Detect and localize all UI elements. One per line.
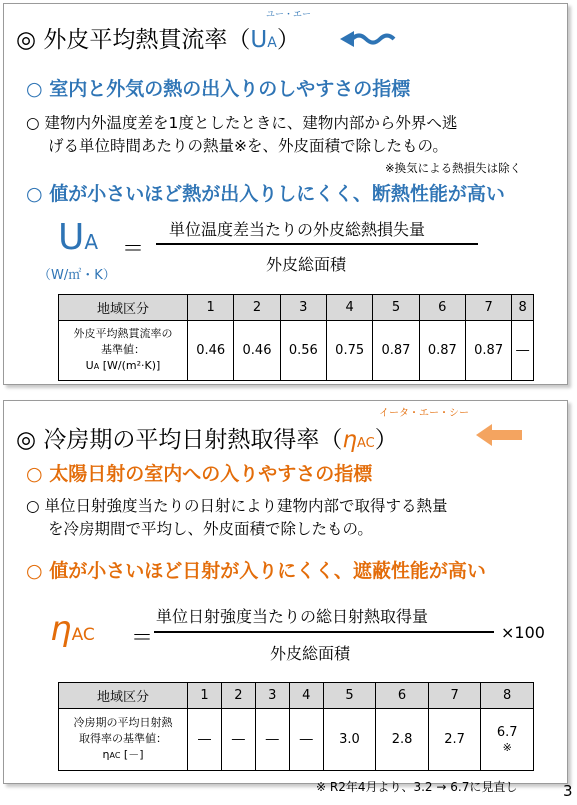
ua-row-label-2: 基準値：	[101, 343, 145, 356]
eta-standard-table	[58, 682, 534, 771]
wave-arrow-icon	[338, 28, 400, 50]
eta-value-4: ―	[289, 709, 323, 771]
ua-value-5: 0.87	[373, 321, 419, 381]
ua-value-6: 0.87	[419, 321, 465, 381]
eta-bullet-index: ○ 太陽日射の室内への入りやすさの指標	[26, 463, 373, 485]
region-header: 地域区分	[59, 295, 188, 321]
region-8: 8	[512, 295, 534, 321]
ua-formula-unit: （W/㎡・K）	[38, 268, 116, 283]
eta-bullet-performance: ○ 値が小さいほど日射が入りにくく、遮蔽性能が高い	[26, 560, 486, 582]
eta-formula-equals: ＝	[131, 626, 154, 651]
eta-value-8-mark: ※	[502, 740, 512, 754]
eta-formula-ac: AC	[71, 625, 95, 645]
table-header-row	[59, 295, 534, 321]
ua-note: ※換気による熱損失は除く	[385, 161, 522, 175]
eta-formula-eta: η	[50, 609, 72, 649]
eta-fraction-line	[154, 631, 494, 633]
eta-value-5: 3.0	[323, 709, 376, 771]
eta-title-symbol: η	[342, 427, 357, 453]
ua-formula-equals: ＝	[122, 237, 145, 262]
eta-denominator: 外皮総面積	[270, 644, 351, 663]
eta-panel	[3, 400, 568, 794]
ua-title-close: ）	[276, 27, 300, 53]
ua-title	[16, 21, 300, 54]
ua-ruby: ユー・エー	[266, 10, 312, 20]
eta-title-close: ）	[374, 427, 398, 453]
eta-title	[16, 421, 398, 454]
ua-row-label	[59, 321, 188, 381]
ua-description-2: げる単位時間あたりの熱量※を、外皮面積で除したもの。	[48, 137, 448, 155]
region-1: 1	[188, 295, 234, 321]
eta-value-3: ―	[255, 709, 289, 771]
ua-standard-table	[58, 294, 534, 381]
ua-value-7: 0.87	[465, 321, 511, 381]
eta-description-2: を冷房期間で平均し、外皮面積で除したもの。	[48, 520, 373, 538]
ua-description-1: ○ 建物内外温度差を1度としたときに、建物内部から外界へ逃	[26, 114, 458, 132]
ua-row-label-3: U	[85, 359, 94, 372]
region-5: 5	[323, 683, 376, 709]
ua-row-label-3-sub: A	[93, 362, 100, 371]
table-row	[59, 321, 534, 381]
ua-title-text: ◎ 外皮平均熱貫流率（	[16, 27, 251, 53]
ua-value-1: 0.46	[188, 321, 234, 381]
ua-denominator: 外皮総面積	[266, 255, 347, 274]
eta-value-8	[481, 709, 534, 771]
eta-title-text: ◎ 冷房期の平均日射熱取得率（	[16, 427, 343, 453]
region-2: 2	[221, 683, 255, 709]
ua-formula-symbol	[58, 217, 98, 258]
ua-value-2: 0.46	[234, 321, 280, 381]
eta-title-symbol-sub: AC	[356, 436, 375, 451]
eta-value-1: ―	[188, 709, 222, 771]
ua-bullet-performance: ○ 値が小さいほど熱が出入りしにくく、断熱性能が高い	[26, 183, 505, 205]
region-1: 1	[188, 683, 222, 709]
eta-row-label-3-sub: AC	[109, 751, 121, 760]
region-3: 3	[280, 295, 326, 321]
ua-title-symbol: U	[250, 27, 268, 53]
region-4: 4	[289, 683, 323, 709]
region-6: 6	[419, 295, 465, 321]
eta-formula-symbol	[50, 609, 95, 649]
ua-value-4: 0.75	[326, 321, 372, 381]
eta-ruby: イータ・エー・シー	[379, 408, 469, 419]
eta-footnote: ※ R2年4月より、3.2 → 6.7に見直し	[316, 780, 518, 794]
eta-value-6: 2.8	[376, 709, 429, 771]
region-6: 6	[376, 683, 429, 709]
region-7: 7	[465, 295, 511, 321]
eta-row-label	[59, 709, 188, 771]
ua-row-label-3-unit: [W/(m²·K)]	[99, 359, 161, 372]
ua-bullet-index: ○ 室内と外気の熱の出入りのしやすさの指標	[26, 78, 411, 100]
left-arrow-icon	[474, 423, 524, 447]
eta-numerator: 単位日射強度当たりの総日射熱取得量	[156, 607, 429, 626]
ua-formula-U: U	[58, 217, 85, 258]
ua-value-8: ―	[512, 321, 534, 381]
table-row	[59, 709, 534, 771]
eta-value-8-number: 6.7	[496, 724, 518, 740]
region-4: 4	[326, 295, 372, 321]
eta-value-2: ―	[221, 709, 255, 771]
eta-multiplier: ×100	[501, 623, 545, 642]
page-number: 3	[563, 782, 573, 800]
eta-row-label-3: η	[102, 748, 110, 761]
ua-row-label-1: 外皮平均熱貫流率の	[73, 327, 173, 340]
region-2: 2	[234, 295, 280, 321]
ua-panel	[3, 3, 568, 385]
region-7: 7	[428, 683, 481, 709]
region-header: 地域区分	[59, 683, 188, 709]
ua-formula-A: A	[84, 230, 99, 254]
ua-value-3: 0.56	[280, 321, 326, 381]
ua-title-symbol-sub: A	[267, 35, 277, 51]
eta-description-1: ○ 単位日射強度当たりの日射により建物内部で取得する熱量	[26, 497, 448, 515]
region-5: 5	[373, 295, 419, 321]
eta-row-label-1: 冷房期の平均日射熱	[73, 716, 173, 729]
eta-value-7: 2.7	[428, 709, 481, 771]
eta-row-label-2: 取得率の基準値：	[79, 732, 167, 745]
ua-fraction-line	[156, 243, 478, 245]
region-8: 8	[481, 683, 534, 709]
table-header-row	[59, 683, 534, 709]
eta-row-label-3-unit: [－]	[120, 748, 144, 761]
region-3: 3	[255, 683, 289, 709]
ua-numerator: 単位温度差当たりの外皮総熱損失量	[169, 220, 426, 239]
